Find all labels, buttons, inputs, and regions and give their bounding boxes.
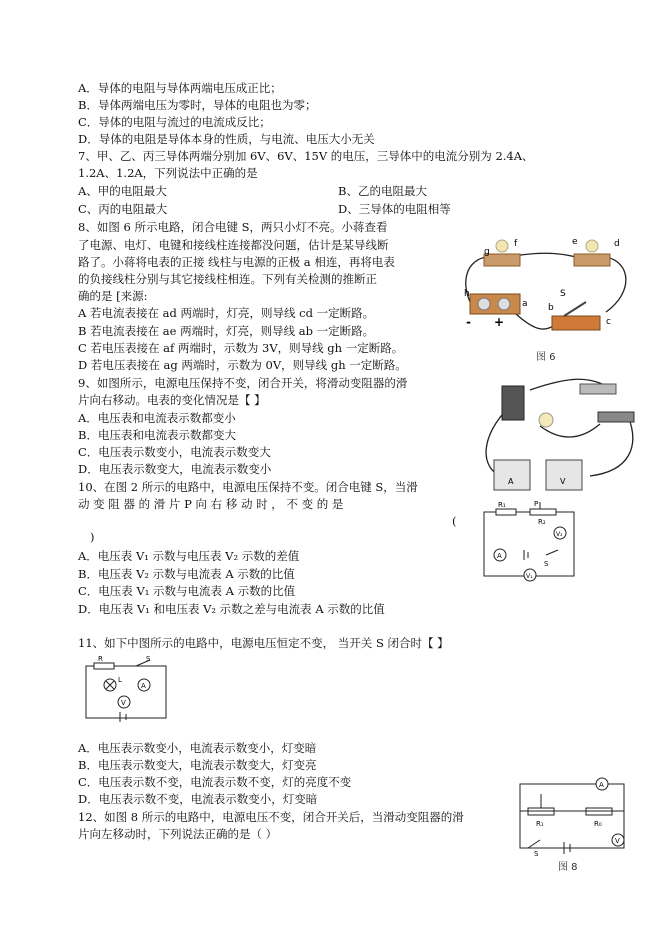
q10-stem-2: 动 变 阻 器 的 滑 片 P 向 右 移 动 时 ， 不 变 的 是 — [78, 497, 344, 511]
figure-q11-drawing — [80, 654, 172, 724]
q6-option-d: D．导体的电阻是导体本身的性质，与电流、电压大小无关 — [78, 132, 375, 146]
q6-option-c: C．导体的电阻与流过的电流成反比； — [78, 115, 271, 129]
q10-bracket-open: ( — [452, 514, 457, 528]
figure-q11-label: S — [146, 655, 151, 663]
figure-6-label: S — [560, 289, 566, 299]
figure-q11-label: A — [141, 682, 146, 690]
figure-2-label: S — [544, 560, 549, 568]
figure-q9-label: V — [560, 477, 566, 486]
figure-2-drawing — [480, 500, 580, 582]
figure-8-label: S — [534, 850, 539, 858]
q6-option-a: A．导体的电阻与导体两端电压成正比； — [78, 81, 282, 95]
q10-option-a: A．电压表 V₁ 示数与电压表 V₂ 示数的差值 — [78, 549, 300, 563]
q11-option-c: C．电压表示数不变，电流表示数不变，灯的亮度不变 — [78, 775, 352, 789]
figure-2 — [480, 500, 580, 582]
q8-option-d: D 若电压表接在 ag 两端时，示数为 0V，则导线 gh 一定断路。 — [78, 358, 407, 372]
q10-option-d: D．电压表 V₁ 和电压表 V₂ 示数之差与电流表 A 示数的比值 — [78, 602, 385, 616]
q10-stem: 10、在图 2 所示的电路中，电源电压保持不变。闭合电键 S，当滑 — [78, 480, 418, 494]
q7-stem: 7、甲、乙、丙三导体两端分别加 6V、6V、15V 的电压，三导体中的电流分别为 2.4A、 — [78, 149, 534, 163]
q9-stem-2: 片向右移动。电表的变化情况是【 】 — [78, 393, 266, 407]
figure-6-label: c — [606, 317, 611, 327]
q8-option-c: C 若电压表接在 af 两端时，示数为 3V，则导线 gh 一定断路。 — [78, 341, 404, 355]
figure-6-label: g — [484, 247, 490, 257]
figure-2-label: V₂ — [556, 531, 563, 538]
figure-2-label: A — [497, 552, 502, 560]
figure-6 — [456, 232, 640, 362]
figure-2-label: P — [534, 500, 539, 508]
figure-6-label: + — [494, 315, 505, 329]
q11-option-d: D．电压表示数不变，电流表示数变小，灯变暗 — [78, 792, 318, 806]
figure-8-caption: 图 8 — [558, 862, 578, 873]
q9-option-d: D．电压表示数变大，电流表示数变小 — [78, 462, 272, 476]
figure-8-label: R₁ — [536, 820, 544, 828]
figure-6-label: f — [514, 239, 518, 249]
figure-q9-drawing — [480, 376, 642, 494]
q10-option-b: B．电压表 V₂ 示数与电流表 A 示数的比值 — [78, 567, 295, 581]
figure-6-label: d — [614, 239, 620, 249]
figure-6-label: a — [522, 299, 528, 309]
q7-option-a: A、甲的电阻最大 — [78, 184, 167, 198]
q11-option-b: B．电压表示数变大，电流表示数变大，灯变亮 — [78, 758, 317, 772]
q7-option-d: D、三导体的电阻相等 — [338, 202, 451, 216]
q8-option-b: B 若电流表接在 ae 两端时，灯亮，则导线 ab 一定断路。 — [78, 324, 375, 338]
q9-option-a: A．电压表和电流表示数都变小 — [78, 411, 236, 425]
figure-2-label: R₂ — [538, 518, 546, 526]
figure-8-label: R₀ — [594, 820, 602, 828]
q9-stem: 9、如图所示，电源电压保持不变，闭合开关，将滑动变阻器的滑 — [78, 376, 408, 390]
figure-6-label: h — [464, 289, 470, 299]
q8-stem-3: 路了。小蒋将电表的正接 线柱与电源的正极 a 相连，再将电表 — [78, 255, 395, 269]
q8-stem: 8、如图 6 所示电路，闭合电键 S，两只小灯不亮。小蒋查看 — [78, 220, 388, 234]
figure-6-caption: 图 6 — [536, 352, 556, 363]
figure-6-label: e — [572, 237, 578, 247]
figure-6-drawing — [456, 232, 640, 344]
q7-option-b: B、乙的电阻最大 — [338, 184, 427, 198]
q10-bracket-close: ) — [90, 530, 95, 544]
figure-6-label: - — [466, 315, 471, 329]
figure-q9-label: A — [508, 477, 514, 486]
q9-option-b: B．电压表和电流表示数都变大 — [78, 428, 236, 442]
q11-stem: 11、如下中图所示的电路中，电源电压恒定不变， 当开关 S 闭合时【 】 — [78, 636, 449, 650]
figure-8-label: A — [599, 781, 604, 789]
figure-6-label: b — [548, 303, 554, 313]
q12-stem-2: 片向左移动时，下列说法正确的是（ ） — [78, 827, 278, 841]
q10-option-c: C．电压表 V₁ 示数与电流表 A 示数的比值 — [78, 584, 296, 598]
q7-stem-cont: 1.2A、1.2A，下列说法中正确的是 — [78, 166, 258, 180]
q8-stem-4: 的负接线柱分别与其它接线柱相连。下列有关检测的推断正 — [78, 272, 377, 286]
figure-2-label: V₁ — [526, 573, 533, 580]
q12-stem: 12、如图 8 所示的电路中，电源电压不变，闭合开关后，当滑动变阻器的滑 — [78, 810, 464, 824]
q9-option-c: C．电压表示数变小，电流表示数变大 — [78, 445, 271, 459]
q7-option-c: C、丙的电阻最大 — [78, 202, 168, 216]
figure-8-label: V — [615, 837, 620, 845]
q6-option-b: B．导体两端电压为零时，导体的电阻也为零； — [78, 98, 317, 112]
figure-8 — [514, 776, 632, 872]
figure-q9 — [480, 376, 642, 494]
figure-2-label: R₁ — [498, 501, 506, 509]
q8-stem-5: 确的是 [来源: — [78, 289, 148, 303]
figure-q11-label: L — [118, 676, 122, 684]
figure-8-drawing — [514, 776, 632, 858]
figure-q11 — [80, 654, 172, 724]
figure-q11-label: V — [121, 699, 126, 707]
q8-option-a: A 若电流表接在 ad 两端时，灯亮，则导线 cd 一定断路。 — [78, 306, 375, 320]
q8-stem-2: 了电源、电灯、电键和接线柱连接都没问题，估计是某导线断 — [78, 238, 389, 252]
figure-q11-label: R — [98, 655, 103, 663]
q11-option-a: A．电压表示数变小，电流表示数变小，灯变暗 — [78, 741, 317, 755]
